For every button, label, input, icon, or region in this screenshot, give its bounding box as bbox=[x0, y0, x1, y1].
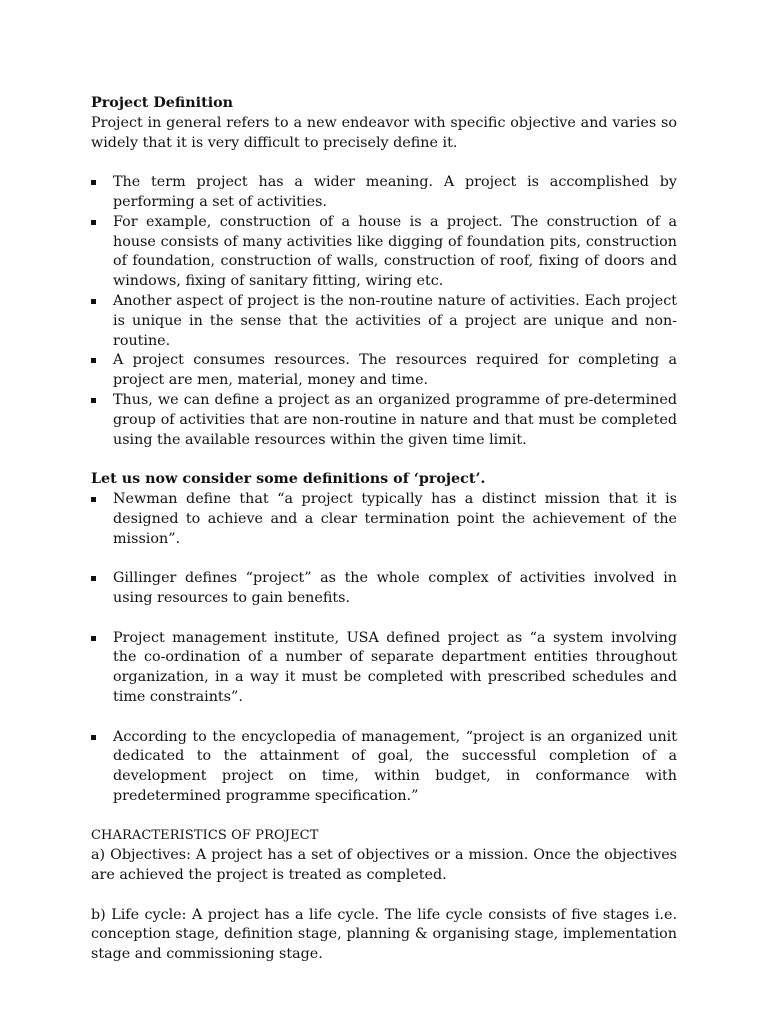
list-item-text: Newman define that “a project typically has a distinct mission that it is designed to achieve and a clear termination point the achievement of the mission”. bbox=[113, 490, 677, 547]
intro-paragraph: Project in general refers to a new endeavor with specific objective and varies so widely that it is very difficult to precisely define it. bbox=[91, 114, 677, 151]
square-bullet-icon bbox=[91, 735, 96, 740]
characteristic-life-cycle: b) Life cycle: A project has a life cycle. The life cycle consists of five stages i.e. conception stage, definition stage, planning & organising stage, implementation stage and commissioning stage. bbox=[91, 906, 677, 963]
list-item-text: Project management institute, USA defined project as “a system involving the co-ordination of a number of separate department entities throughout organization, in a way it must be completed with prescribed schedules and time constraints”. bbox=[113, 629, 677, 705]
definitions-bullet-list bbox=[91, 490, 677, 807]
square-bullet-icon bbox=[91, 220, 96, 225]
square-bullet-icon bbox=[91, 398, 96, 403]
characteristic-objectives: a) Objectives: A project has a set of objectives or a mission. Once the objectives are achieved the project is treated as completed. bbox=[91, 847, 677, 884]
spacer bbox=[91, 450, 677, 470]
square-bullet-icon bbox=[91, 497, 96, 502]
document-page bbox=[91, 94, 677, 965]
square-bullet-icon bbox=[91, 180, 96, 185]
square-bullet-icon bbox=[91, 358, 96, 363]
list-item bbox=[91, 213, 677, 292]
square-bullet-icon bbox=[91, 299, 96, 304]
list-item-text: According to the encyclopedia of management, “project is an organized unit dedicated to the attainment of goal, the successful completion of a development project on time, within budget, in conformance with predetermined programme specification.” bbox=[113, 728, 677, 804]
list-item-text: For example, construction of a house is a project. The construction of a house consists of many activities like digging of foundation pits, construction of foundation, construction of walls, construction of roof, fixing of doors and windows, fixing of sanitary fitting, wiring etc. bbox=[113, 213, 677, 290]
definition-bullet-list bbox=[91, 173, 677, 450]
square-bullet-icon bbox=[91, 576, 96, 581]
list-item bbox=[91, 728, 677, 807]
list-item-text: A project consumes resources. The resources required for completing a project are men, material, money and time. bbox=[113, 352, 677, 389]
list-item bbox=[91, 292, 677, 351]
spacer bbox=[91, 153, 677, 173]
list-item bbox=[91, 173, 677, 213]
list-item bbox=[91, 629, 677, 708]
list-item-text: Another aspect of project is the non-routine nature of activities. Each project is unique in the sense that the activities of a project are unique and non-routine. bbox=[113, 292, 677, 349]
section-heading-project-definition: Project Definition bbox=[91, 95, 234, 111]
list-item bbox=[91, 490, 677, 549]
list-item-text: Thus, we can define a project as an organized programme of pre-determined group of activities that are non-routine in nature and that must be completed using the available resources within the given time limit. bbox=[113, 391, 677, 448]
list-item-text: Gillinger defines “project” as the whole complex of activities involved in using resources to gain benefits. bbox=[113, 570, 677, 606]
list-item-text: The term project has a wider meaning. A project is accomplished by performing a set of activities. bbox=[113, 174, 677, 210]
section-heading-characteristics: CHARACTERISTICS OF PROJECT bbox=[91, 828, 319, 844]
square-bullet-icon bbox=[91, 636, 96, 641]
section-heading-definitions: Let us now consider some definitions of ‘project’. bbox=[91, 471, 486, 488]
list-item bbox=[91, 391, 677, 450]
list-item bbox=[91, 569, 677, 609]
spacer bbox=[91, 886, 677, 906]
list-item bbox=[91, 351, 677, 391]
